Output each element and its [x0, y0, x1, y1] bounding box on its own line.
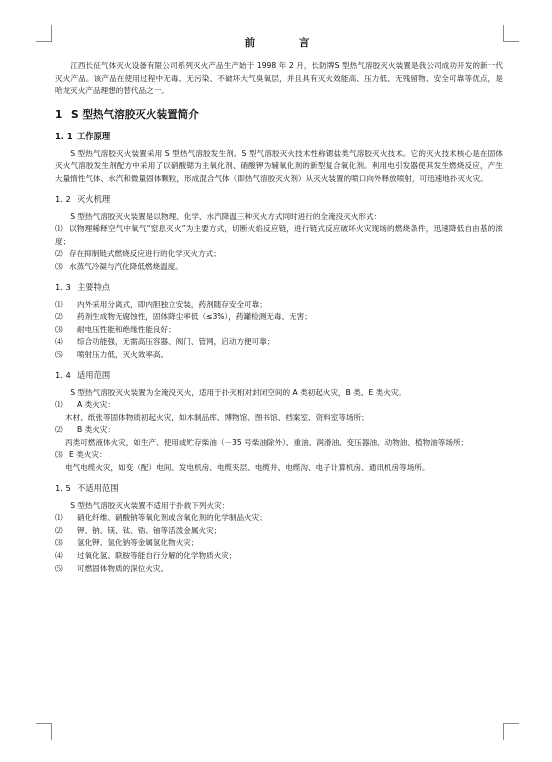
list-item	[55, 248, 503, 261]
fire-class-title: A 类火灾：	[77, 400, 115, 410]
list-item-text: 药剂生成物无腐蚀性，固体降尘率低（≤3%），药罐检测无毒、无害；	[77, 312, 312, 322]
preface-paragraph: 江西长征气体灭火设备有限公司系列灭火产品生产始于 1998 年 2 月，长防牌S 型热气溶胶灭火装置是我公司成功开发的新一代灭火产品。该产品在使用过程中无毒、无污染、不破坏大气臭氧层，并且具有灭火效能高、压力低、无残留物、安全可靠等优点，是哈龙灭火产品理想的替代品之一。	[55, 61, 503, 96]
list-marker: ⑶	[55, 538, 63, 548]
list-marker: ⑷	[55, 337, 63, 347]
crop-mark-top-right-v	[503, 25, 504, 41]
list-marker: ⑵	[55, 525, 63, 535]
mechanism-intro: S 型热气溶胶灭火装置是以物理、化学、水汽降温三种灭火方式同时进行的全淹没灭火形式：	[70, 211, 382, 221]
list-marker: ⑴	[55, 224, 63, 234]
section-title: 灭火机理	[77, 193, 111, 204]
list-marker: ⑴	[55, 299, 63, 309]
list-item	[55, 550, 503, 563]
working-principle-paragraph: S 型热气溶胶灭火装置采用 S 型热气溶胶发生剂。S 型气溶胶灭火技术性称锶盐类气溶胶灭火技术。它的灭火技术核心是在固体灭火气溶胶发生剂配方中采用了以硝酸锶为主氧化剂、硝酸钾为辅氧化剂的新型复合氧化剂。利用电引发器使其发生燃烧反应，产生大量惰性气体、水汽和微量固体颗粒，形成混合气体（即热气溶胶灭火剂）从灭火装置的喷口向外释放喷射，可迅速地扑灭火灾。	[55, 148, 503, 183]
document-body	[55, 36, 503, 575]
section-1-heading	[55, 108, 503, 123]
crop-mark-bottom-left-h	[36, 723, 52, 724]
list-marker: ⑶	[55, 261, 63, 271]
list-item	[55, 537, 503, 550]
list-item-text: 水蒸气冷凝与汽化降低燃烧温度。	[69, 261, 183, 271]
crop-mark-top-left-h	[36, 41, 52, 42]
list-item	[55, 311, 503, 324]
section-title: 不适用范围	[77, 482, 119, 493]
section-title: S 型热气溶胶灭火装置简介	[71, 108, 199, 121]
list-item	[55, 223, 503, 248]
fire-class-e-heading	[55, 449, 503, 462]
crop-mark-bottom-right-h	[503, 723, 519, 724]
fire-class-title: E 类火灾：	[69, 450, 107, 460]
section-number: 1. 2	[55, 193, 71, 204]
list-marker: ⑵	[55, 425, 63, 435]
list-item-text: 硝化纤维、硝酸钠等氧化剂或含氧化剂的化学制品火灾；	[77, 513, 267, 523]
list-item-text: 综合功能强，无需高压容器、阀门、管网，启动方便可靠；	[77, 337, 275, 347]
fire-class-a-heading	[55, 399, 503, 412]
list-item	[55, 299, 503, 312]
list-item-text: 存在抑制链式燃烧反应进行的化学灭火方式；	[69, 249, 221, 259]
list-item	[55, 512, 503, 525]
section-1-1-heading	[55, 130, 503, 143]
list-item	[55, 336, 503, 349]
fire-class-b-heading	[55, 424, 503, 437]
list-item	[55, 349, 503, 362]
list-item	[55, 563, 503, 576]
preface-title: 前 言	[244, 37, 330, 49]
list-marker: ⑸	[55, 349, 63, 359]
section-title: 主要特点	[77, 281, 111, 292]
crop-mark-top-right-h	[503, 41, 519, 42]
section-title: 工作原理	[77, 130, 111, 141]
crop-mark-bottom-right-v	[503, 724, 504, 740]
list-item-text: 喷射压力低，灭火效率高。	[77, 349, 169, 359]
fire-class-a-text: 木材、纸张等固体物质初起火灾，如木制品库、博物馆、图书馆、档案室、资料室等场所；	[65, 412, 369, 422]
list-marker: ⑴	[55, 400, 63, 410]
list-item	[55, 261, 503, 274]
list-marker: ⑶	[55, 450, 63, 460]
crop-mark-bottom-left-v	[51, 724, 52, 740]
section-1-3-heading	[55, 281, 503, 294]
crop-mark-top-left-v	[51, 25, 52, 41]
list-marker: ⑷	[55, 551, 63, 561]
section-1-5-heading	[55, 482, 503, 495]
list-item	[55, 525, 503, 538]
list-item-text: 氢化钾、氢化钠等金属氢化物火灾；	[77, 538, 199, 548]
list-marker: ⑵	[55, 312, 63, 322]
exclusion-intro: S 型热气溶胶灭火装置不适用于扑救下列火灾：	[70, 500, 230, 510]
list-item-text: 内外采用分离式，即内胆独立安装，药剂随存安全可靠；	[77, 299, 267, 309]
list-marker: ⑵	[55, 249, 63, 259]
section-number: 1. 1	[55, 130, 73, 141]
list-item-text: 耐电压性能和绝缘性能良好；	[77, 324, 176, 334]
section-number: 1. 4	[55, 369, 71, 380]
list-marker: ⑶	[55, 324, 63, 334]
fire-class-b-text: 丙类可燃液体火灾，如生产、使用或贮存柴油（－35 号柴油除外）、重油、润滑油、变压器油、动物油、植物油等场所；	[65, 437, 469, 447]
section-1-2-heading	[55, 193, 503, 206]
scope-intro: S 型热气溶胶灭火装置为全淹没灭火，适用于扑灭相对封闭空间的 A 类初起火灾，B 类、E 类火灾。	[70, 387, 407, 397]
fire-class-e-text: 电气电缆火灾，如变（配）电间、发电机房、电缆夹层、电缆井、电缆沟、电子计算机房、通讯机房等场所。	[65, 463, 430, 473]
list-marker: ⑴	[55, 513, 63, 523]
section-number: 1	[55, 108, 63, 121]
list-item	[55, 324, 503, 337]
section-number: 1. 5	[55, 482, 71, 493]
list-item-text: 过氧化氢、联胺等能自行分解的化学物质火灾；	[77, 551, 237, 561]
section-title: 适用范围	[77, 369, 111, 380]
list-item-text: 可燃固体物质的深位火灾。	[77, 563, 169, 573]
list-marker: ⑸	[55, 563, 63, 573]
list-item-text: 以物理稀释空气中氧气“窒息灭火”为主要方式，切断火焰反应链，进行链式反应破坏火灾现场的燃烧条件，迅速降低自由基的浓度；	[55, 224, 503, 246]
section-number: 1. 3	[55, 281, 71, 292]
list-item-text: 钾、钠、镁、钛、锆、铀等活泼金属火灾；	[77, 525, 222, 535]
fire-class-title: B 类火灾：	[77, 425, 115, 435]
section-1-4-heading	[55, 369, 503, 382]
